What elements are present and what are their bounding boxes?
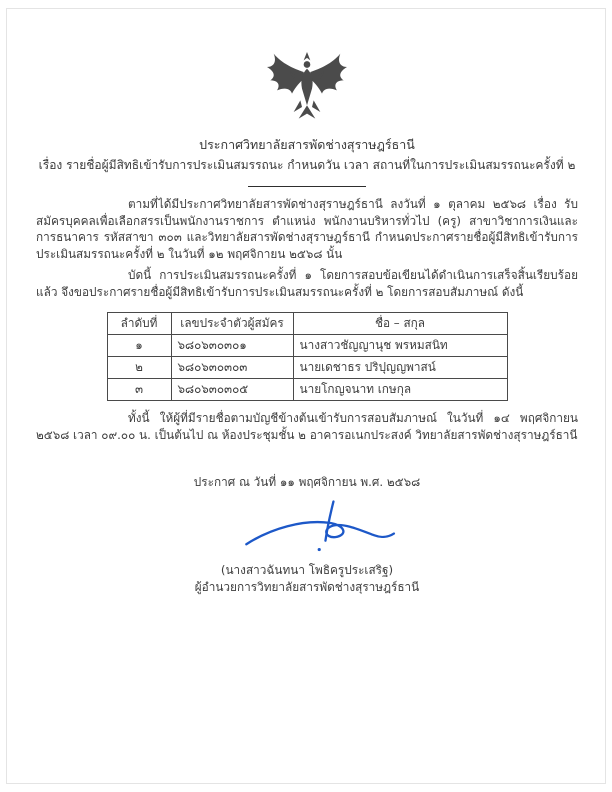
cell-order-no: ๓	[107, 379, 171, 401]
director-signature	[36, 498, 578, 562]
cell-full-name: นายโกญจนาท เกษกุล	[293, 379, 507, 401]
announcement-date: ประกาศ ณ วันที่ ๑๑ พฤศจิกายน พ.ศ. ๒๕๖๘	[193, 475, 421, 489]
result-paragraph: บัดนี้ การประเมินสมรรถนะครั้งที่ ๑ โดยการสอบข้อเขียนได้ดำเนินการเสร็จสิ้นเรียบร้อยแล้ว จึงขอประกาศรายชื่อผู้มีสิทธิเข้ารับการประเมินสมรรถนะครั้งที่ ๒ โดยการสอบสัมภาษณ์ ดังนี้	[36, 268, 578, 299]
opening-paragraph: ตามที่ได้มีประกาศวิทยาลัยสารพัดช่างสุราษฎร์ธานี ลงวันที่ ๑ ตุลาคม ๒๕๖๘ เรื่อง รับสมัครบุคคลเพื่อเลือกสรรเป็นพนักงานราชการ ตำแหน่ง พนักงานบริหารทั่วไป (ครู) สาขาวิชาการเงินและการธนาคาร รหัสสาขา ๓๐๓ และวิทยาลัยสารพัดช่างสุราษฎร์ธานี กำหนดประกาศรายชื่อผู้มีสิทธิเข้ารับการประเมินสมรรถนะครั้งที่ ๒ ในวันที่ ๑๒ พฤศจิกายน ๒๕๖๘ นั้น	[36, 197, 578, 261]
section-divider	[248, 186, 366, 187]
col-header-full-name: ชื่อ – สกุล	[293, 313, 507, 335]
cell-applicant-id: ๖๘๐๖๓๐๓๐๑	[171, 335, 293, 357]
page-title: ประกาศวิทยาลัยสารพัดช่างสุราษฎร์ธานี	[199, 137, 415, 152]
cell-order-no: ๒	[107, 357, 171, 379]
signer-position: ผู้อำนวยการวิทยาลัยสารพัดช่างสุราษฎร์ธานี	[194, 580, 420, 594]
candidate-table	[107, 312, 508, 401]
cell-applicant-id: ๖๘๐๖๓๐๓๐๓	[171, 357, 293, 379]
subject-line: เรื่อง รายชื่อผู้มีสิทธิเข้ารับการประเมินสมรรถนะ กำหนดวัน เวลา สถานที่ในการประเมินสมรรถนะครั้งที่ ๒	[38, 158, 576, 172]
table-row	[107, 357, 507, 379]
cell-full-name: นางสาวชัญญานุช พรหมสนิท	[293, 335, 507, 357]
table-row	[107, 335, 507, 357]
cell-order-no: ๑	[107, 335, 171, 357]
col-header-order-no: ลำดับที่	[107, 313, 171, 335]
schedule-paragraph: ทั้งนี้ ให้ผู้ที่มีรายชื่อตามบัญชีข้างต้นเข้ารับการสอบสัมภาษณ์ ในวันที่ ๑๔ พฤศจิกายน ๒๕๖๘ เวลา ๐๙.๐๐ น. เป็นต้นไป ณ ห้องประชุมชั้น ๒ อาคารอเนกประสงค์ วิทยาลัยสารพัดช่างสุราษฎร์ธานี	[36, 411, 578, 442]
table-header-row	[107, 313, 507, 335]
garuda-emblem-icon	[257, 46, 357, 128]
cell-full-name: นายเดชาธร ปริปุญญพาสน์	[293, 357, 507, 379]
cell-applicant-id: ๖๘๐๖๓๐๓๐๕	[171, 379, 293, 401]
table-row	[107, 379, 507, 401]
col-header-applicant-id: เลขประจำตัวผู้สมัคร	[171, 313, 293, 335]
signer-name: (นางสาวฉันทนา โพธิครูประเสริฐ)	[220, 563, 394, 577]
